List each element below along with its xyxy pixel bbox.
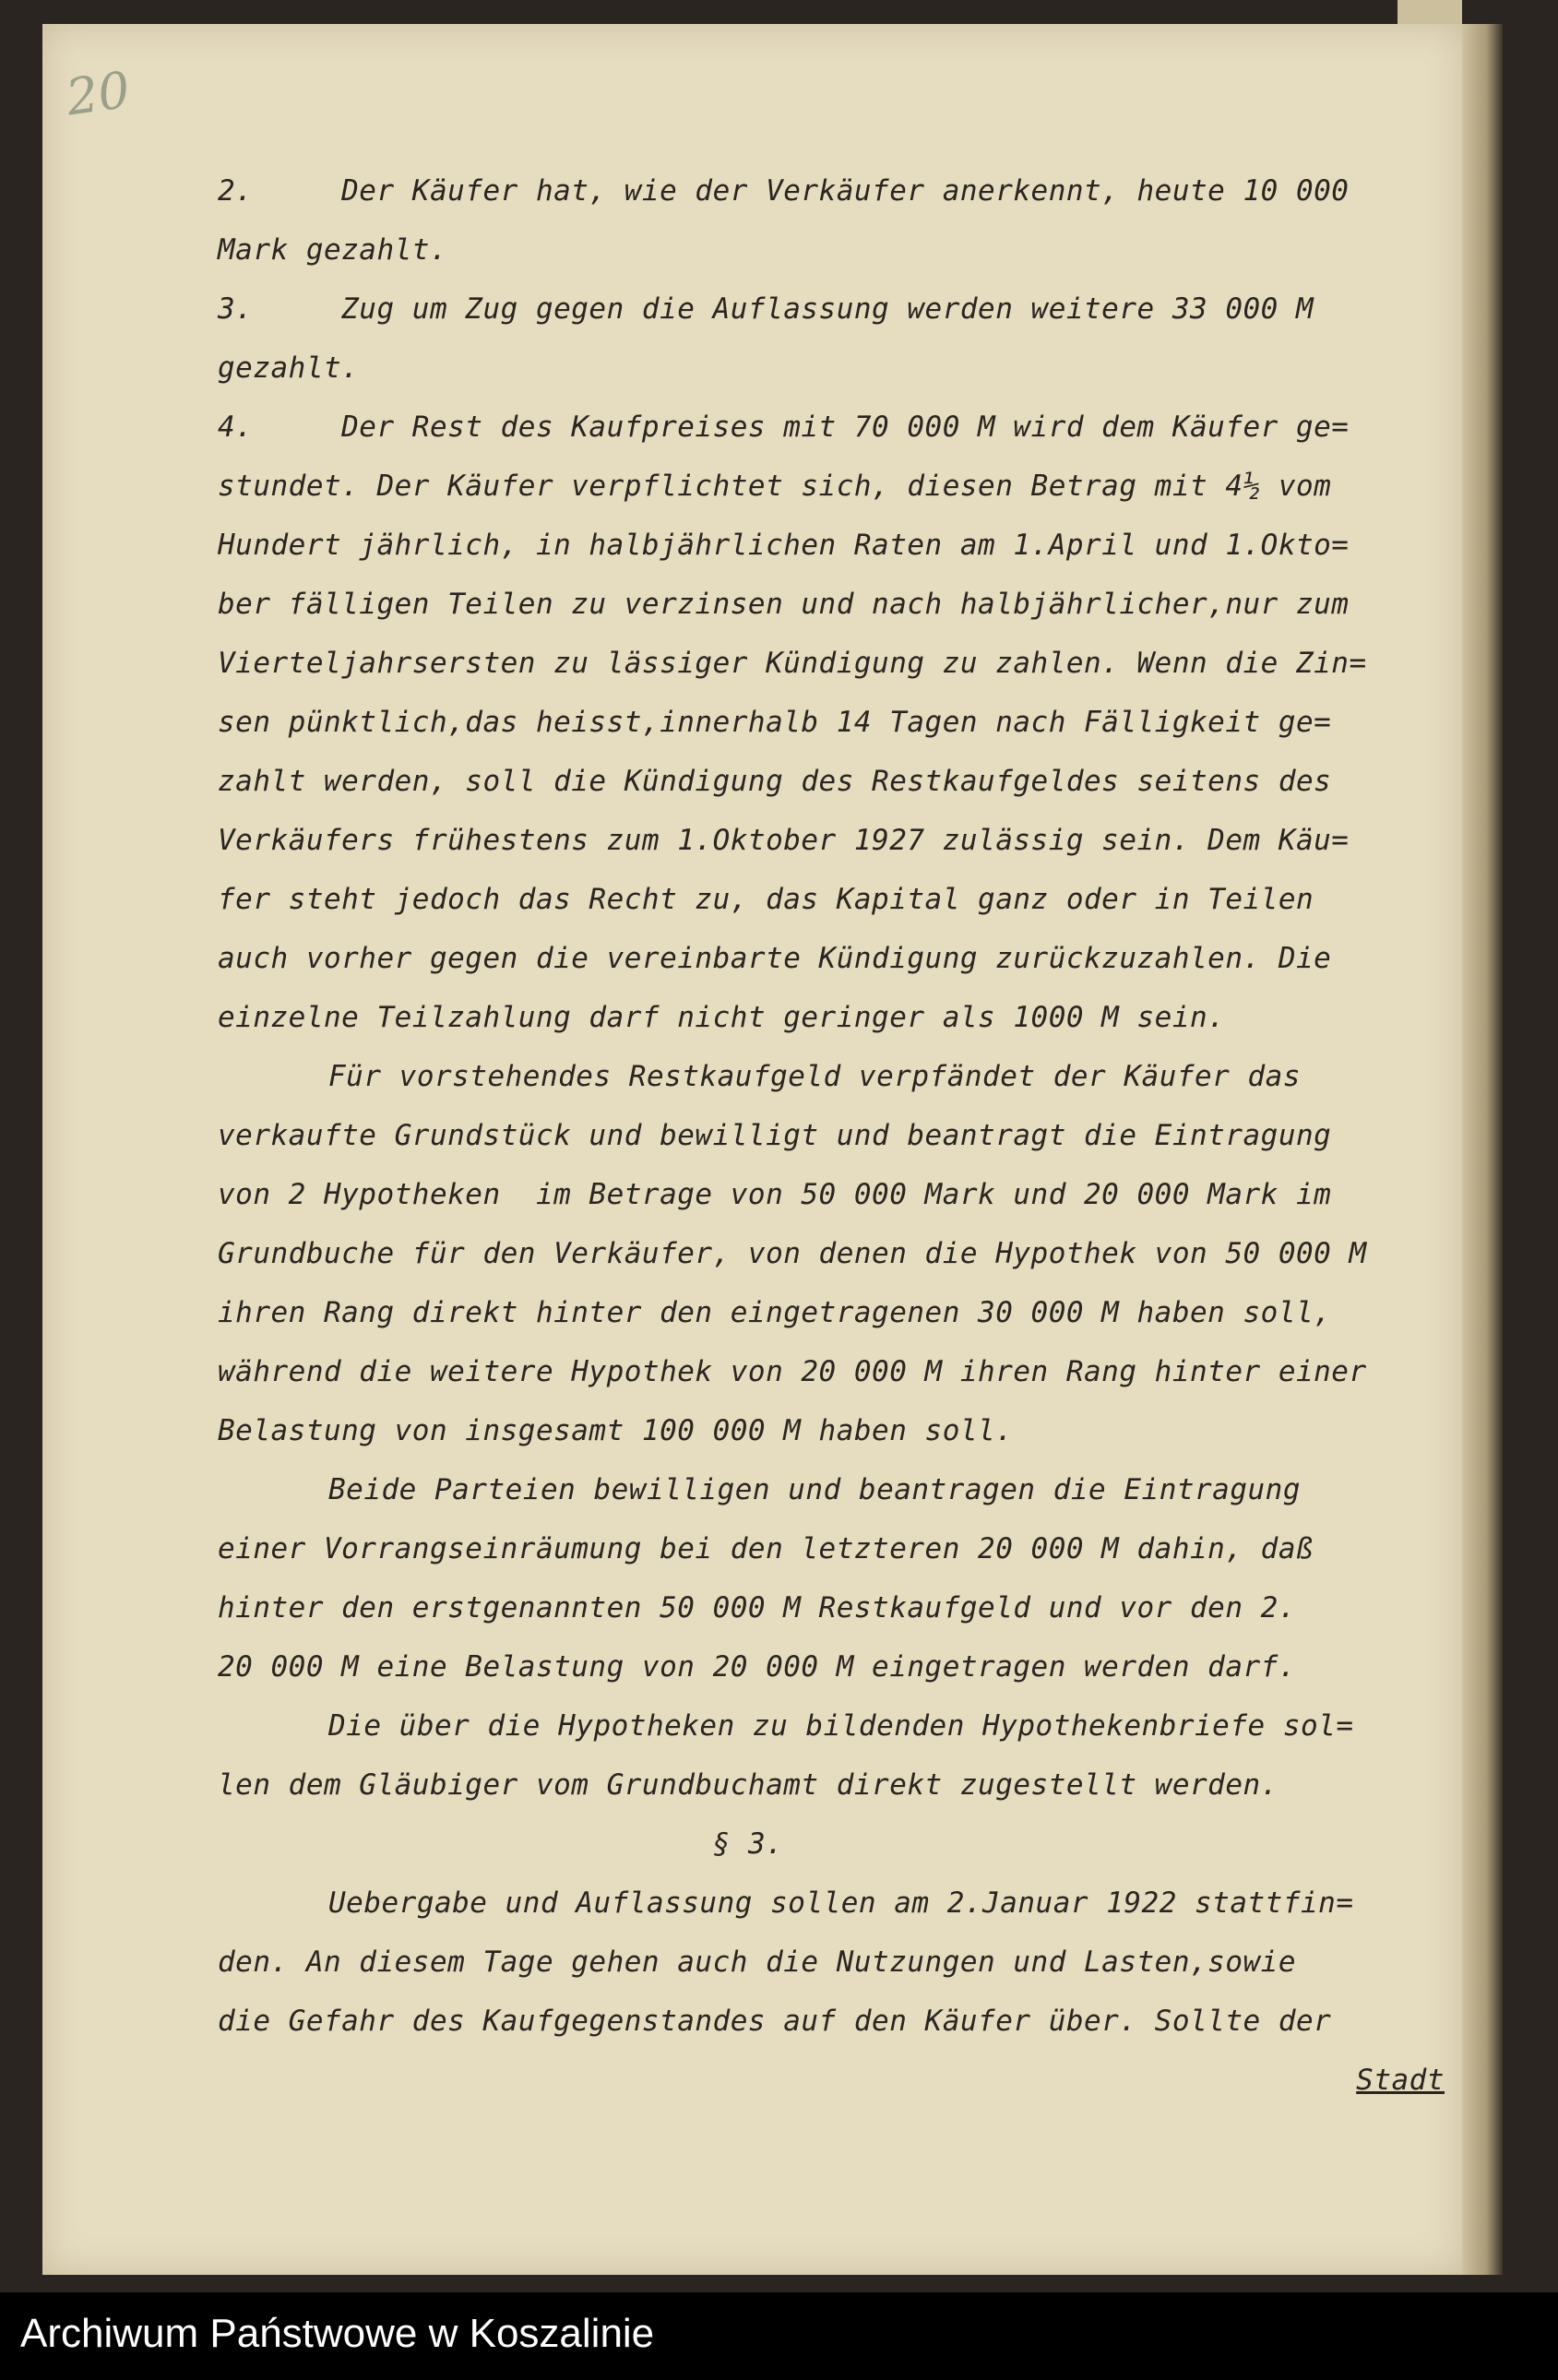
text-line: Belastung von insgesamt 100 000 M haben soll.	[218, 1414, 1014, 1447]
typewritten-text	[218, 161, 1454, 2110]
archive-footer	[0, 2292, 1558, 2380]
text-line: Grundbuche für den Verkäufer, von denen die Hypothek von 50 000 M	[218, 1237, 1367, 1270]
text-line: 2. Der Käufer hat, wie der Verkäufer anerkennt, heute 10 000	[218, 174, 1350, 208]
text-line: fer steht jedoch das Recht zu, das Kapital ganz oder in Teilen	[218, 883, 1314, 916]
text-line: den. An diesem Tage gehen auch die Nutzungen und Lasten,sowie	[218, 1946, 1296, 1979]
text-line: sen pünktlich,das heisst,innerhalb 14 Tagen nach Fälligkeit ge=	[218, 706, 1332, 739]
text-line: während die weitere Hypothek von 20 000 M ihren Rang hinter einer	[218, 1355, 1367, 1388]
text-line: Uebergabe und Auflassung sollen am 2.Januar 1922 stattfin=	[328, 1886, 1354, 1920]
text-line: Mark gezahlt.	[218, 233, 448, 267]
text-line: Für vorstehendes Restkaufgeld verpfändet der Käufer das	[328, 1060, 1301, 1093]
text-line: die Gefahr des Kaufgegenstandes auf den Käufer über. Sollte der	[218, 2005, 1332, 2038]
archive-name: Archiwum Państwowe w Koszalinie	[20, 2311, 655, 2356]
text-line: 3. Zug um Zug gegen die Auflassung werden weitere 33 000 M	[218, 292, 1314, 326]
text-line: zahlt werden, soll die Kündigung des Restkaufgeldes seitens des	[218, 765, 1332, 798]
text-line: einer Vorrangseinräumung bei den letzteren 20 000 M dahin, daß	[218, 1532, 1314, 1565]
page-edge	[1462, 24, 1503, 2275]
section-heading: § 3.	[712, 1827, 784, 1861]
page-number-mark: 20	[62, 60, 134, 127]
text-line: ihren Rang direkt hinter den eingetragenen 30 000 M haben soll,	[218, 1296, 1332, 1329]
text-line: von 2 Hypotheken im Betrage von 50 000 Mark und 20 000 Mark im	[218, 1178, 1332, 1211]
text-line: stundet. Der Käufer verpflichtet sich, diesen Betrag mit 4½ vom	[218, 470, 1332, 503]
text-line: 4. Der Rest des Kaufpreises mit 70 000 M wird dem Käufer ge=	[218, 411, 1350, 444]
text-line: auch vorher gegen die vereinbarte Kündigung zurückzuzahlen. Die	[218, 942, 1332, 975]
text-line: Vierteljahrsersten zu lässiger Kündigung zu zahlen. Wenn die Zin=	[218, 647, 1367, 680]
catchword	[218, 2051, 1454, 2110]
text-line: hinter den erstgenannten 50 000 M Restkaufgeld und vor den 2.	[218, 1591, 1296, 1624]
text-line: Verkäufers frühestens zum 1.Oktober 1927 zulässig sein. Dem Käu=	[218, 824, 1350, 857]
text-line: Hundert jährlich, in halbjährlichen Raten am 1.April und 1.Okto=	[218, 529, 1350, 562]
text-line: Die über die Hypotheken zu bildenden Hypothekenbriefe sol=	[328, 1709, 1354, 1743]
text-line: ber fälligen Teilen zu verzinsen und nach halbjährlicher,nur zum	[218, 588, 1350, 621]
text-line: Beide Parteien bewilligen und beantragen die Eintragung	[328, 1473, 1301, 1506]
text-line: gezahlt.	[218, 351, 360, 385]
text-line: verkaufte Grundstück und bewilligt und beantragt die Eintragung	[218, 1119, 1332, 1152]
catchword-text: Stadt	[1356, 2064, 1445, 2097]
page-tab	[1397, 0, 1462, 24]
text-line: len dem Gläubiger vom Grundbuchamt direkt zugestellt werden.	[218, 1768, 1279, 1802]
text-line: 20 000 M eine Belastung von 20 000 M eingetragen werden darf.	[218, 1650, 1296, 1684]
text-line: einzelne Teilzahlung darf nicht geringer als 1000 M sein.	[218, 1001, 1226, 1034]
